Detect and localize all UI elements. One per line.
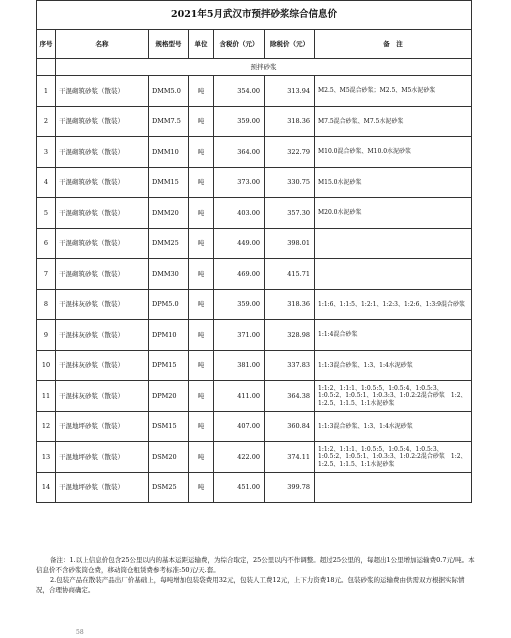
cell-notax-price: 415.71 [265, 259, 315, 290]
cell-notax-price: 318.36 [265, 289, 315, 320]
cell-notax-price: 398.01 [265, 228, 315, 259]
note-2: 2.包装产品在散装产品出厂价基础上，每吨增加包装袋费用32元，包装人工费12元，上下力资费18元。包装砂浆的运输费由供需双方根据实际情况，合理协商确定。 [36, 576, 465, 595]
cell-name: 干混砌筑砂浆（散装） [56, 228, 149, 259]
cell-tax-price: 411.00 [214, 381, 265, 412]
price-table [36, 0, 472, 503]
cell-no: 9 [37, 320, 56, 351]
cell-spec: DMM15 [149, 167, 189, 198]
cell-no: 2 [37, 106, 56, 137]
table-row [37, 442, 472, 473]
cell-tax-price: 451.00 [214, 472, 265, 503]
cell-tax-price: 422.00 [214, 442, 265, 473]
table-row [37, 350, 472, 381]
table-row [37, 411, 472, 442]
cell-spec: DMM7.5 [149, 106, 189, 137]
cell-spec: DPM10 [149, 320, 189, 351]
cell-remark [315, 259, 472, 290]
cell-remark: M7.5混合砂浆、M7.5水泥砂浆 [315, 106, 472, 137]
cell-remark: 1:1:3混合砂浆、1:3、1:4水泥砂浆 [315, 411, 472, 442]
table-row [37, 198, 472, 229]
cell-no: 7 [37, 259, 56, 290]
cell-unit: 吨 [189, 106, 214, 137]
cell-notax-price: 313.94 [265, 76, 315, 107]
header-tax-price: 含税价（元） [214, 30, 265, 59]
table-row [37, 228, 472, 259]
cell-unit: 吨 [189, 472, 214, 503]
cell-notax-price: 399.78 [265, 472, 315, 503]
page-number: 58 [76, 629, 84, 636]
cell-unit: 吨 [189, 289, 214, 320]
cell-unit: 吨 [189, 411, 214, 442]
cell-no: 1 [37, 76, 56, 107]
cell-name: 干混地坪砂浆（散装） [56, 411, 149, 442]
cell-spec: DMM25 [149, 228, 189, 259]
cell-notax-price: 360.84 [265, 411, 315, 442]
cell-name: 干混砌筑砂浆（散装） [56, 167, 149, 198]
cell-spec: DPM15 [149, 350, 189, 381]
cell-notax-price: 357.30 [265, 198, 315, 229]
cell-unit: 吨 [189, 350, 214, 381]
header-remark: 备 注 [315, 30, 472, 59]
table-row [37, 167, 472, 198]
cell-spec: DSM15 [149, 411, 189, 442]
table-row [37, 289, 472, 320]
cell-remark: M10.0混合砂浆、M10.0水泥砂浆 [315, 137, 472, 168]
cell-spec: DPM5.0 [149, 289, 189, 320]
header-unit: 单位 [189, 30, 214, 59]
cell-name: 干混地坪砂浆（散装） [56, 472, 149, 503]
cell-remark: 1:1:6、1:1:5、1:2:1、1:2:3、1:2:6、1:3:9混合砂浆 [315, 289, 472, 320]
cell-no: 10 [37, 350, 56, 381]
cell-no: 11 [37, 381, 56, 412]
cell-remark: M15.0水泥砂浆 [315, 167, 472, 198]
cell-unit: 吨 [189, 381, 214, 412]
cell-tax-price: 373.00 [214, 167, 265, 198]
header-no: 序号 [37, 30, 56, 59]
cell-notax-price: 330.75 [265, 167, 315, 198]
cell-remark [315, 472, 472, 503]
cell-remark: 1:1:2、1:1:1、1:0.5:5、1:0.5:4、1:0.5:3、1:0.5:2、1:0.5:1、1:0.3:3、1:0.2:2混合砂浆 1:2、1:2.5、1:1.5、1:1水泥砂浆 [315, 442, 472, 473]
cell-spec: DMM10 [149, 137, 189, 168]
table-row [37, 137, 472, 168]
cell-remark: 1:1:3混合砂浆、1:3、1:4水泥砂浆 [315, 350, 472, 381]
cell-notax-price: 374.11 [265, 442, 315, 473]
cell-no: 8 [37, 289, 56, 320]
cell-name: 干混抹灰砂浆（散装） [56, 381, 149, 412]
header-name: 名称 [56, 30, 149, 59]
cell-notax-price: 318.36 [265, 106, 315, 137]
cell-remark: 1:1:4混合砂浆 [315, 320, 472, 351]
table-row [37, 320, 472, 351]
price-table-page [36, 0, 471, 503]
cell-unit: 吨 [189, 167, 214, 198]
cell-tax-price: 449.00 [214, 228, 265, 259]
cell-remark: 1:1:2、1:1:1、1:0.5:5、1:0.5:4、1:0.5:3、1:0.5:2、1:0.5:1、1:0.3:3、1:0.2:2混合砂浆 1:2、1:2.5、1:1.5、1:1水泥砂浆 [315, 381, 472, 412]
cell-spec: DSM20 [149, 442, 189, 473]
cell-remark [315, 228, 472, 259]
cell-no: 6 [37, 228, 56, 259]
cell-tax-price: 407.00 [214, 411, 265, 442]
table-row [37, 106, 472, 137]
table-title: 2021年5月武汉市预拌砂浆综合信息价 [37, 1, 472, 30]
cell-unit: 吨 [189, 259, 214, 290]
cell-unit: 吨 [189, 228, 214, 259]
cell-no: 12 [37, 411, 56, 442]
cell-no: 13 [37, 442, 56, 473]
cell-spec: DMM5.0 [149, 76, 189, 107]
section-label: 预拌砂浆 [56, 59, 472, 76]
cell-unit: 吨 [189, 76, 214, 107]
cell-notax-price: 328.98 [265, 320, 315, 351]
cell-name: 干混砌筑砂浆（散装） [56, 137, 149, 168]
table-row [37, 381, 472, 412]
cell-no: 14 [37, 472, 56, 503]
cell-unit: 吨 [189, 198, 214, 229]
cell-remark: M20.0水泥砂浆 [315, 198, 472, 229]
cell-tax-price: 364.00 [214, 137, 265, 168]
cell-spec: DPM20 [149, 381, 189, 412]
cell-notax-price: 322.79 [265, 137, 315, 168]
cell-tax-price: 371.00 [214, 320, 265, 351]
cell-notax-price: 364.38 [265, 381, 315, 412]
note-1: 备注：1.以上信息价包含25公里以内的基本运距运输费，为综合取定，25公里以内不作调整。超过25公里的，每超出1公里增加运输费0.7元/吨。本信息价不含砂浆筒仓费，移动筒仓租赁费参考标准:50元/天.套。 [36, 556, 475, 575]
cell-name: 干混地坪砂浆（散装） [56, 442, 149, 473]
cell-notax-price: 337.83 [265, 350, 315, 381]
cell-name: 干混砌筑砂浆（散装） [56, 76, 149, 107]
header-row [37, 30, 472, 59]
cell-name: 干混抹灰砂浆（散装） [56, 320, 149, 351]
cell-remark: M2.5、M5混合砂浆；M2.5、M5水泥砂浆 [315, 76, 472, 107]
cell-spec: DSM25 [149, 472, 189, 503]
cell-name: 干混砌筑砂浆（散装） [56, 259, 149, 290]
table-row [37, 472, 472, 503]
cell-unit: 吨 [189, 320, 214, 351]
cell-name: 干混砌筑砂浆（散装） [56, 198, 149, 229]
header-spec: 规格型号 [149, 30, 189, 59]
cell-tax-price: 381.00 [214, 350, 265, 381]
header-notax-price: 除税价（元） [265, 30, 315, 59]
table-row [37, 259, 472, 290]
cell-name: 干混砌筑砂浆（散装） [56, 106, 149, 137]
cell-unit: 吨 [189, 442, 214, 473]
cell-no: 4 [37, 167, 56, 198]
table-row [37, 76, 472, 107]
cell-tax-price: 354.00 [214, 76, 265, 107]
cell-tax-price: 359.00 [214, 289, 265, 320]
cell-spec: DMM30 [149, 259, 189, 290]
cell-tax-price: 469.00 [214, 259, 265, 290]
cell-spec: DMM20 [149, 198, 189, 229]
cell-name: 干混抹灰砂浆（散装） [56, 350, 149, 381]
cell-tax-price: 359.00 [214, 106, 265, 137]
cell-unit: 吨 [189, 137, 214, 168]
cell-no: 5 [37, 198, 56, 229]
table-body [37, 76, 472, 503]
cell-name: 干混抹灰砂浆（散装） [56, 289, 149, 320]
cell-tax-price: 403.00 [214, 198, 265, 229]
cell-no: 3 [37, 137, 56, 168]
notes [36, 555, 476, 595]
